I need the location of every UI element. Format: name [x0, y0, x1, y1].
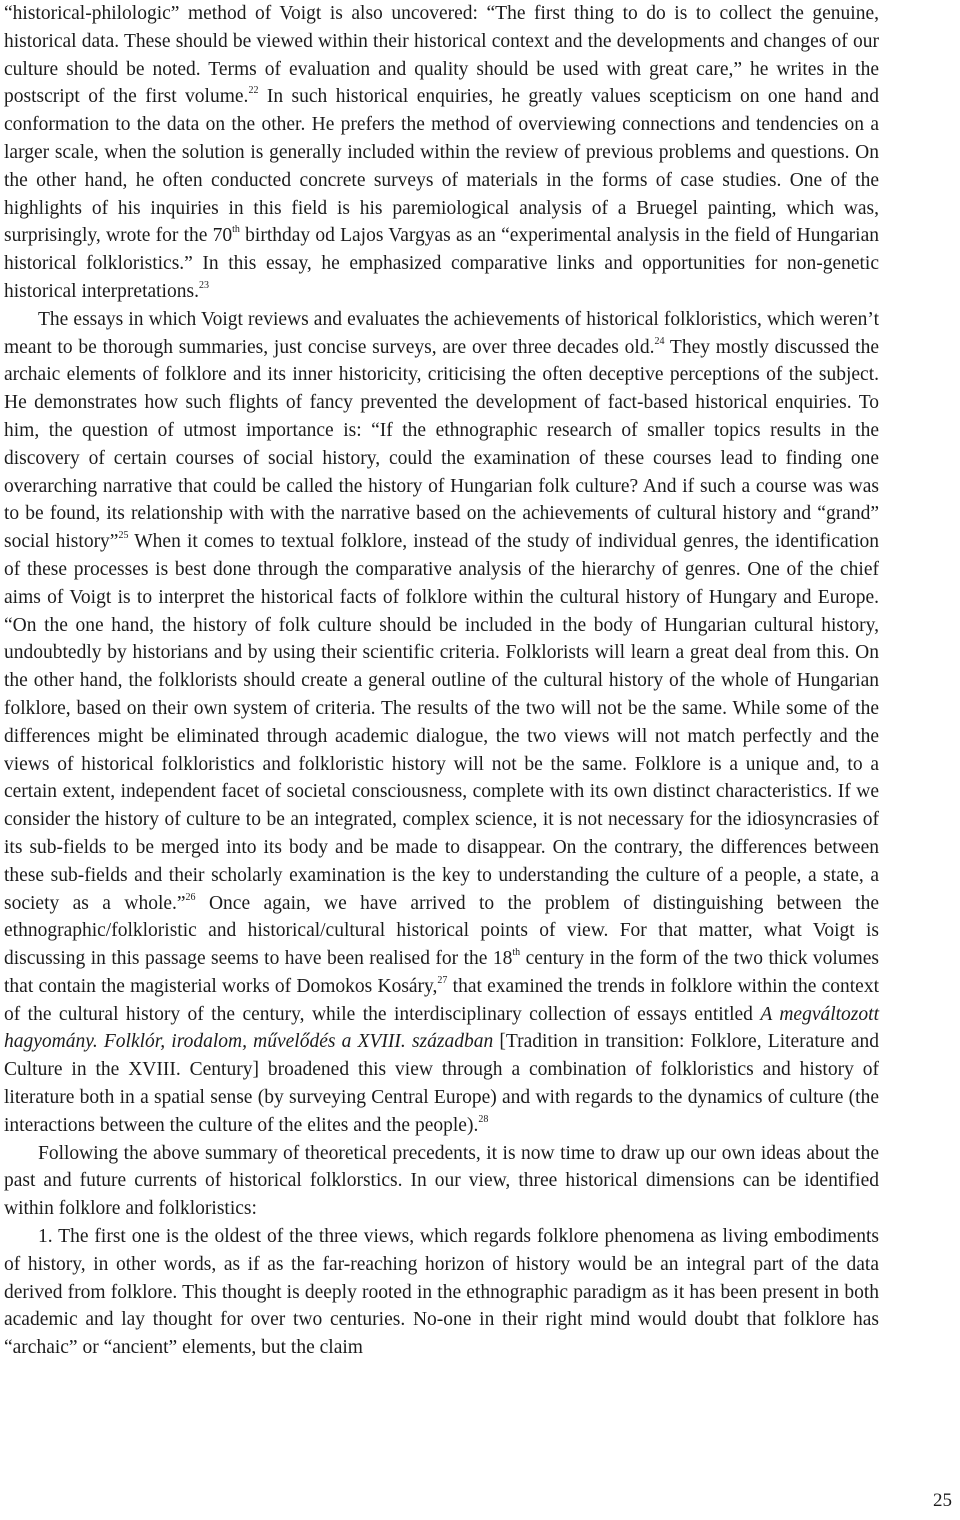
text-run: In such historical enquiries, he greatly values scepticism on one hand and conformation to the data on the other. He prefers the method of overviewing connections and tendencies on a larger scale, when the solution is generally included within the review of previous problems and questions. On the other hand, he often conducted concrete surveys of materials in the forms of case studies. One of the highlights of his inquiries in this field is his paremiological analysis of a Bruegel painting, which was, surprisingly, wrote for the 70 — [4, 86, 879, 247]
footnote-reference: 23 — [198, 279, 209, 291]
page-number: 25 — [933, 1490, 952, 1511]
footnote-reference: 26 — [185, 891, 196, 903]
italic-title: A megváltozott hagyomány. Folklór, irodalom, művelődés a XVIII. században — [4, 1003, 879, 1053]
text-run: 1. The first one is the oldest of the three views, which regards folklore phenomena as living embodiments of history, in other words, as if as the far-reaching horizon of history would be an integral part of the data derived from folklore. This thought is deeply rooted in the ethnographic paradigm as it has been present in both academic and lay thought for over two centuries. No-one in their right mind would doubt that folklore has “archaic” or “ancient” elements, but the claim — [4, 1226, 879, 1359]
text-run: [Tradition in transition: Folklore, Literature and Culture in the XVIII. Century] broadened this view through a combination of folkloristics and history of literature both in a spatial sense (by surveying Central Europe) and with regards to the dynamics of culture (the interactions between the culture of the elites and the people). — [4, 1031, 879, 1136]
footnote-reference: th — [232, 224, 240, 236]
paragraph — [4, 1223, 879, 1362]
footnote-reference: 25 — [118, 530, 129, 542]
footnote-reference: 28 — [478, 1113, 489, 1125]
text-run: Once again, we have arrived to the problem of distinguishing between the ethnographic/folkloristic and historical/cultural historical points of view. For that matter, what Voigt is discussing in this passage seems to have been realised for the 18 — [4, 892, 879, 970]
body-text — [4, 0, 879, 1362]
footnote-reference: 27 — [437, 974, 448, 986]
footnote-reference: th — [512, 947, 521, 959]
paragraph — [4, 0, 879, 306]
text-run: that examined the trends in folklore within the context of the cultural history of the century, while the interdisciplinary collection of essays entitled — [4, 975, 879, 1025]
footnote-reference: 22 — [248, 85, 259, 97]
footnote-reference: 24 — [654, 335, 665, 347]
paragraph — [4, 1140, 879, 1223]
text-run: century in the form of the two thick volumes that contain the magisterial works of Domokos Kosáry, — [4, 948, 879, 997]
text-run: Following the above summary of theoretical precedents, it is now time to draw up our own ideas about the past and future currents of historical folklorstics. In our view, three historical dimensions can be identified within folklore and folkloristics: — [4, 1142, 879, 1220]
text-run: birthday od Lajos Vargyas as an “experimental analysis in the field of Hungarian historical folkloristics.” In this essay, he emphasized comparative links and opportunities for non-genetic historical interpretations. — [4, 225, 879, 302]
text-run: “historical-philologic” method of Voigt is also uncovered: “The first thing to do is to collect the genuine, historical data. These should be viewed within their historical context and the developments and changes of our culture should be noted. Terms of evaluation and quality should be used with great care,” he writes in the postscript of the first volume. — [4, 3, 879, 108]
paragraph — [4, 306, 879, 1140]
text-run: When it comes to textual folklore, instead of the study of individual genres, the identification of these processes is best done through the comparative analysis of the hierarchy of genres. One of the chief aims of Voigt is to interpret the historical facts of folklore within the cultural history of Hungary and Europe. “On the one hand, the history of folk culture should be included in the body of Hungarian cultural history, undoubtedly by historians and by using their scientific criteria. Folklorists will learn a great deal from this. On the other hand, the folklorists should create a general outline of the cultural history of the whole of Hungarian folklore, based on their own system of criteria. The results of the two will not be the same. While some of the differences might be eliminated through academic dialogue, the two views will not match perfectly and the views of historical folkloristics and folkloristic history will not be the same. Folklore is a unique and, to a certain extent, independent facet of societal consciousness, complete with its own distinct characteristics. If we consider the history of culture to be an integrated, complex science, it is not necessary for the idiosyncrasies of its sub-fields to be merged into its body and be made to disappear. On the contrary, the differences between these sub-fields and their scholarly examination is the key to understanding the culture of a people, a state, a society as a whole.” — [4, 531, 879, 914]
text-run: They mostly discussed the archaic elements of folklore and its inner historicity, criticising the often deceptive perceptions of the subject. He demonstrates how such flights of fancy prevented the development of fact-based historical enquiries. To him, the question of utmost importance is: “If the ethnographic research of smaller topics results in the discovery of certain courses of social history, could the examination of these courses lead to finding one overarching narrative that could be called the history of Hungarian folk culture? And if such a course was was to be found, its relationship with with the narrative based on the achievements of cultural history and “grand” social history” — [4, 336, 879, 553]
text-run: The essays in which Voigt reviews and evaluates the achievements of historical folkloristics, which weren’t meant to be thorough summaries, just concise surveys, are over three decades old. — [4, 308, 879, 358]
